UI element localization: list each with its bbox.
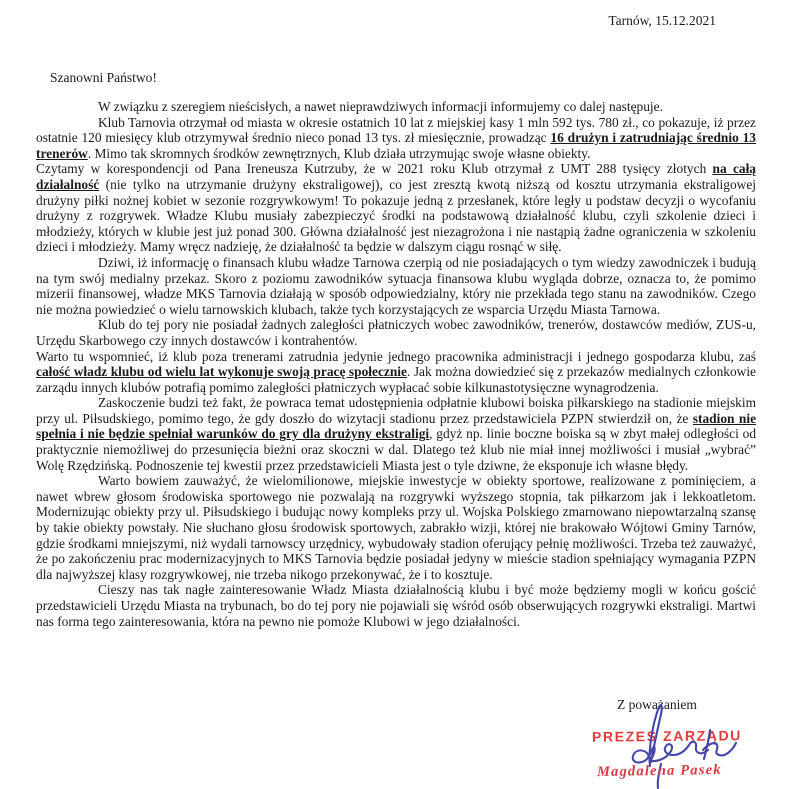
text-segment: . Jak można dowiedzieć się z przekazów medialnych członkowie zarządu innych klubów potrafią pomimo zaległości płatniczych wypłacać sobie kilkunastotysięczne wynagrodzenia. bbox=[36, 364, 756, 395]
text-segment: Warto bowiem zauważyć, że wielomilionowe, miejskie inwestycje w obiekty sportowe, realizowane z pominięciem, a nawet wbrew głosom środowiska sportowego nie pozwalają na rozgrywki wyższego stopnia, tak piłkarzom jak i lekkoatletom. Modernizując obiekty przy ul. Piłsudskiego i budując nowy kompleks przy ul. Wojska Polskiego zmarnowano niepowtarzalną szansę by takie obiekty powstały. Nie słuchano głosu środowisk sportowych, zabrakło wizji, której nie brakowało Wójtowi Gminy Tarnów, gdzie środkami mniejszymi, niż wydali tarnowscy urzędnicy, wybudowały stadion oferujący pełnię możliwości. Trzeba też zauważyć, że po zakończeniu prac modernizacyjnych to MKS Tarnovia będzie posiadał jedyny w mieście stadion spełniający wymagania PZPN dla najwyższej klasy rozgrywkowej, nie trzeba nikogo przekonywać, że i to kosztuje. bbox=[36, 473, 756, 582]
letter-paragraph bbox=[36, 99, 756, 115]
letter-paragraph bbox=[36, 582, 756, 629]
text-segment: . Mimo tak skromnych środków zewnętrznych, Klub działa utrzymując swoje własne obiekty. bbox=[87, 145, 591, 161]
text-segment: Zaskoczenie budzi też fakt, że powraca temat udostępnienia odpłatnie klubowi boiska piłkarskiego na stadionie miejskim przy ul. Piłsudskiego, pomimo tego, że gdy doszło do wizytacji stadionu przez przedstawiciela PZPN stwierdził on, że bbox=[36, 395, 756, 426]
salutation: Szanowni Państwo! bbox=[50, 70, 157, 85]
letter-body bbox=[36, 99, 756, 629]
emphasized-text: całość władz klubu od wielu lat wykonuje swoją pracę społecznie bbox=[36, 364, 407, 380]
stamp-title: PREZES ZARZĄDU bbox=[591, 727, 743, 745]
emphasized-text: 16 drużyn i zatrudniając średnio 13 trenerów bbox=[36, 130, 756, 161]
text-segment: (nie tylko na utrzymanie drużyny ekstraligowej), co jest zresztą kwotą niższą od kosztu utrzymania ekstraligowej drużyny piłki nożnej kobiet w sezonie rozgrywkowym! To pokazuje jedną z przesłanek, które legły u podstaw decyzji o wycofaniu drużyny z rozgrywek. Władze Klubu musiały zabezpieczyć środki na podstawową działalność klubu, czyli szkolenie dzieci i młodzieży, których w klubie jest już ponad 300. Główna działalność jest niezagrożona i nie nastąpią żadne ograniczenia w szkoleniu dzieci i młodzieży. Mamy wręcz nadzieję, że działalność ta będzie w dalszym ciągu rosnąć w siłę. bbox=[36, 176, 756, 255]
text-segment: Dziwi, iż informację o finansach klubu władze Tarnowa czerpią od nie posiadających o tym wiedzy zawodniczek i budują na tym swój medialny przekaz. Skoro z poziomu zawodników sytuacja finansowa klubu wygląda dobrze, oznacza to, że pomimo mizerii finansowej, władze MKS Tarnovia działają w sposób odpowiedzialny, który nie przekłada tego stanu na zawodników. Czego nie można powiedzieć o wielu tarnowskich klubach, także tych korzystających ze wsparcia Urzędu Miasta Tarnowa. bbox=[36, 254, 756, 317]
dateline: Tarnów, 15.12.2021 bbox=[608, 13, 716, 28]
text-segment: Klub do tej pory nie posiadał żadnych zaległości płatniczych wobec zawodników, trenerów, dostawców mediów, ZUS-u, Urzędu Skarbowego czy innych dostawców i kontrahentów. bbox=[36, 317, 756, 348]
letter-paragraph bbox=[36, 473, 756, 582]
letter-paragraph bbox=[36, 395, 756, 473]
text-segment: W związku z szeregiem nieścisłych, a nawet nieprawdziwych informacji informujemy co dalej następuje. bbox=[98, 99, 663, 114]
letter-paragraph bbox=[36, 349, 756, 396]
text-segment: Klub Tarnovia otrzymał od miasta w okresie ostatnich 10 lat z miejskiej kasy 1 mln 592 tys. 780 zł., co pokazuje, iż przez ostatnie 120 miesięcy klub otrzymywał średnio nieco ponad 13 tys. zł miesięcznie, prowadząc bbox=[36, 114, 756, 146]
text-segment: , gdyż np. linie boczne boiska są w zbyt małej odległości od praktycznie niemożliwej do przesunięcia bieżni oraz skoczni w dal. Dlatego też klub nie miał innej możliwości i musiał „wybrać” Wolę Rzędzińską. Podnoszenie tej kwestii przez przedstawicieli Miasta jest o tyle dziwne, że eksponuje ich własne błędy. bbox=[36, 426, 757, 473]
emphasized-text: na całą działalność bbox=[36, 161, 756, 192]
text-segment: Warto tu wspomnieć, iż klub poza trenerami zatrudnia jedynie jednego pracownika administracji i jednego gospodarza klubu, zaś bbox=[36, 348, 756, 364]
closing-phrase: Z poważaniem bbox=[617, 697, 697, 712]
letter-paragraph bbox=[36, 115, 756, 162]
text-segment: Cieszy nas tak nagłe zainteresowanie Władz Miasta działalnością klubu i być może będziemy mogli w końcu gościć przedstawicieli Urzędu Miasta na trybunach, bo do tej pory nie pojawiali się wśród osób obserwujących rozgrywki ekstraligi. Martwi nas forma tego zainteresowania, która na pewno nie pomoże Klubowi w jego działalności. bbox=[36, 582, 756, 629]
letter-paragraph bbox=[36, 255, 756, 317]
text-segment: Czytamy w korespondencji od Pana Ireneusza Kutrzuby, że w 2021 roku Klub otrzymał z UMT 288 tysięcy złotych bbox=[36, 161, 713, 177]
emphasized-text: stadion nie spełnia i nie będzie spełniał warunków do gry dla drużyny ekstraligi bbox=[36, 410, 757, 442]
letter-paragraph bbox=[36, 317, 756, 348]
letter-paragraph bbox=[36, 161, 756, 255]
stamp-signer-name: Magdalena Pasek bbox=[596, 761, 722, 781]
